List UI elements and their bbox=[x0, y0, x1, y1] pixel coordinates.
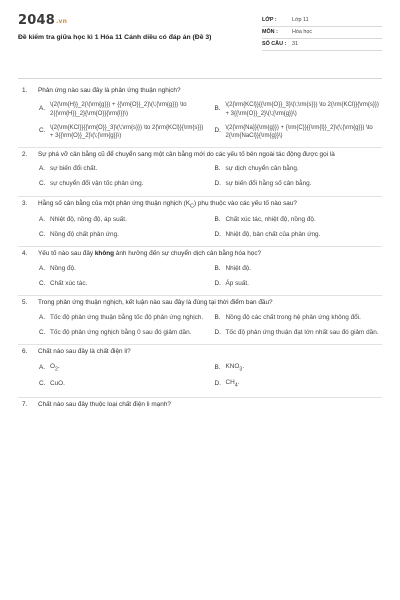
formula-base: O bbox=[50, 362, 55, 370]
option-letter: D. bbox=[214, 180, 221, 188]
question-3 bbox=[18, 197, 382, 248]
option-letter: B. bbox=[214, 363, 221, 371]
option-letter: A. bbox=[39, 105, 46, 113]
option-d[interactable] bbox=[215, 280, 383, 289]
question-list bbox=[18, 84, 382, 417]
option-text: Tốc độ phản ứng nghịch bằng 0 sau đó giảm dần. bbox=[50, 328, 192, 336]
option-text: sự biến đổi chất. bbox=[50, 165, 98, 173]
option-d[interactable] bbox=[215, 180, 383, 189]
option-c[interactable] bbox=[39, 329, 207, 338]
option-a[interactable] bbox=[39, 165, 207, 174]
meta-value: 31 bbox=[292, 40, 298, 47]
meta-row-count bbox=[262, 39, 382, 51]
exam-meta bbox=[262, 15, 382, 58]
question-head bbox=[18, 299, 382, 308]
option-text: Nhiệt độ, bản chất của phản ứng. bbox=[225, 230, 321, 238]
question-7 bbox=[18, 398, 382, 417]
answer-options bbox=[18, 216, 382, 239]
option-text: Áp suất. bbox=[225, 279, 249, 287]
meta-value: Lớp 11 bbox=[292, 16, 309, 23]
question-text-pre: Hằng số cân bằng của một phản ứng thuận nghịch (K bbox=[38, 199, 191, 207]
option-letter: C. bbox=[39, 380, 46, 388]
option-b[interactable] bbox=[215, 363, 383, 373]
question-number: 7. bbox=[22, 400, 28, 408]
option-letter: D. bbox=[214, 380, 221, 388]
answer-options bbox=[18, 101, 382, 139]
question-text-emphasis: không bbox=[94, 250, 115, 258]
option-letter: B. bbox=[214, 265, 221, 273]
question-number: 1. bbox=[22, 86, 28, 94]
logo-suffix: .vn bbox=[55, 18, 68, 25]
question-head bbox=[18, 151, 382, 160]
option-letter: A. bbox=[39, 165, 46, 173]
question-head bbox=[18, 200, 382, 210]
meta-row-class bbox=[262, 15, 382, 27]
option-text: Nhiệt độ, nồng độ, áp suất. bbox=[50, 216, 127, 224]
question-text bbox=[38, 250, 382, 259]
option-d[interactable] bbox=[215, 379, 383, 389]
option-c[interactable] bbox=[39, 280, 207, 289]
question-4 bbox=[18, 247, 382, 296]
question-text: Trong phản ứng thuận nghịch, kết luận nào sau đây là đúng tại thời điểm ban đầu? bbox=[38, 299, 273, 307]
option-text: \(2{\rm{Na}}{\rm{g}}) + {\rm{C}}{{\rm{l}}_2}\(\;{\rm{g}}) \to 2{\rm{NaCl}}{\rm{g}}\) bbox=[225, 124, 373, 139]
question-text bbox=[38, 200, 382, 210]
question-number: 5. bbox=[22, 299, 28, 307]
question-number: 4. bbox=[22, 250, 28, 258]
question-number: 6. bbox=[22, 348, 28, 356]
question-text-pre: Yếu tố nào sau đây bbox=[38, 250, 95, 258]
question-1 bbox=[18, 84, 382, 148]
question-head bbox=[18, 401, 382, 410]
option-text: Nhiệt độ. bbox=[225, 265, 252, 273]
question-head bbox=[18, 250, 382, 259]
option-text bbox=[226, 379, 383, 389]
option-c[interactable] bbox=[39, 180, 207, 189]
formula-subscript: 3 bbox=[239, 366, 243, 373]
option-letter: B. bbox=[214, 216, 221, 224]
answer-options bbox=[18, 363, 382, 390]
option-text bbox=[226, 363, 383, 373]
option-text: \(2{\rm{KCl}}{{\rm{O}}_3}\(\;\rm{s}}) \to 2{\rm{KCl}}{\rm{s}}) + 3{{\rm{O}}_2}\(\;{\rm{g}}\) bbox=[50, 124, 204, 139]
question-text: Chất nào sau đây là chất điện li? bbox=[38, 348, 131, 356]
option-b[interactable] bbox=[215, 101, 383, 117]
formula-subscript: 2 bbox=[54, 366, 58, 373]
option-text: \(2{\rm{H}}_2{\(\rm{g}}) + {{\rm{O}}_2}\(\;{\rm{g}}) \to 2{{\rm{H}}_2}{\rm{O}}{\rm{l}}\) bbox=[50, 102, 187, 117]
header-divider bbox=[18, 78, 382, 79]
option-text: sự dịch chuyển cân bằng. bbox=[225, 165, 299, 173]
option-a[interactable] bbox=[39, 265, 207, 274]
option-text: CuO. bbox=[50, 380, 65, 388]
logo-text: 2048 bbox=[18, 13, 55, 28]
option-text: Chất xúc tác. bbox=[50, 279, 88, 287]
option-letter: A. bbox=[39, 363, 46, 371]
option-letter: C. bbox=[39, 230, 46, 238]
question-text-post: ) phụ thuộc vào các yếu tố nào sau? bbox=[193, 199, 297, 207]
site-logo[interactable] bbox=[18, 14, 256, 29]
meta-label: SỐ CÂU : bbox=[262, 40, 287, 47]
option-letter: A. bbox=[39, 216, 46, 224]
option-d[interactable] bbox=[215, 231, 383, 240]
option-letter: C. bbox=[39, 279, 46, 287]
option-b[interactable] bbox=[215, 165, 383, 174]
question-number: 3. bbox=[22, 199, 28, 207]
option-letter: D. bbox=[214, 328, 221, 336]
option-text: \(2{\rm{KCl}}{{\rm{O}}_3}\(\;\rm{s}}) \to 2{\rm{KCl}}{\rm{s}}) + 3{{\rm{O}}_2}\(\;{\rm{g}}\) bbox=[225, 102, 379, 117]
question-head bbox=[18, 348, 382, 357]
option-b[interactable] bbox=[215, 216, 383, 225]
option-letter: D. bbox=[214, 127, 221, 135]
question-5 bbox=[18, 296, 382, 345]
option-c[interactable] bbox=[39, 231, 207, 240]
question-text-sub: C bbox=[190, 203, 194, 210]
option-a[interactable] bbox=[39, 216, 207, 225]
option-text bbox=[50, 363, 207, 373]
formula-tail: . bbox=[57, 362, 60, 370]
header-left bbox=[18, 14, 256, 58]
question-number: 2. bbox=[22, 150, 28, 158]
page-header bbox=[18, 14, 382, 58]
question-text: Phản ứng nào sau đây là phản ứng thuận nghịch? bbox=[38, 86, 181, 94]
formula-tail: . bbox=[237, 379, 240, 387]
option-text: sự chuyển đổi vận tốc phản ứng. bbox=[50, 180, 144, 188]
option-text: Nồng độ chất phản ứng. bbox=[50, 230, 119, 238]
answer-options bbox=[18, 165, 382, 188]
question-text-post: ảnh hưởng đến sự chuyển dịch cân bằng hóa học? bbox=[114, 250, 262, 258]
question-6 bbox=[18, 345, 382, 398]
option-d[interactable] bbox=[215, 329, 383, 338]
option-d[interactable] bbox=[215, 124, 383, 140]
answer-options bbox=[18, 314, 382, 337]
option-letter: B. bbox=[214, 165, 221, 173]
meta-label: MÔN : bbox=[262, 28, 278, 35]
option-a[interactable] bbox=[39, 363, 207, 373]
meta-label: LỚP : bbox=[262, 16, 277, 23]
option-text: sự biến đổi hằng số cân bằng. bbox=[225, 180, 312, 188]
question-2 bbox=[18, 148, 382, 197]
option-text: Nồng độ. bbox=[50, 265, 76, 273]
option-text: Nồng độ các chất trong hệ phản ứng không đổi. bbox=[225, 314, 361, 322]
option-c[interactable] bbox=[39, 124, 207, 140]
option-letter: B. bbox=[214, 314, 221, 322]
formula-subscript: 4 bbox=[234, 382, 238, 389]
formula-base: CH bbox=[225, 379, 235, 387]
option-letter: A. bbox=[39, 314, 46, 322]
option-letter: D. bbox=[214, 230, 221, 238]
question-head bbox=[18, 87, 382, 96]
option-letter: D. bbox=[214, 279, 221, 287]
question-text: Sự phá vỡ cân bằng cũ để chuyển sang một cân bằng mới do các yếu tố bên ngoài tác động được gọi là bbox=[38, 150, 335, 158]
document-title: Đề kiểm tra giữa học kì 1 Hóa 11 Cánh diều có đáp án (Đề 3) bbox=[18, 34, 212, 41]
option-letter: A. bbox=[39, 265, 46, 273]
formula-base: KNO bbox=[225, 362, 240, 370]
option-b[interactable] bbox=[215, 314, 383, 323]
option-letter: C. bbox=[39, 127, 46, 135]
option-a[interactable] bbox=[39, 101, 207, 117]
option-letter: B. bbox=[214, 105, 221, 113]
meta-value: Hóa học bbox=[292, 28, 313, 35]
option-b[interactable] bbox=[215, 265, 383, 274]
option-text: Tốc độ phản ứng thuận đạt lớn nhất sau đó giảm dần. bbox=[225, 328, 379, 336]
meta-row-subject bbox=[262, 27, 382, 39]
option-letter: C. bbox=[39, 328, 46, 336]
formula-tail: . bbox=[242, 362, 245, 370]
option-text: Tốc độ phản ứng thuận bằng tốc độ phản ứng nghịch. bbox=[50, 314, 204, 322]
option-c[interactable] bbox=[39, 379, 207, 389]
option-letter: C. bbox=[39, 180, 46, 188]
answer-options bbox=[18, 265, 382, 288]
question-text: Chất nào sau đây thuộc loại chất điện li mạnh? bbox=[38, 400, 171, 408]
option-text: Chất xúc tác, nhiệt độ, nồng độ. bbox=[225, 216, 316, 224]
option-a[interactable] bbox=[39, 314, 207, 323]
